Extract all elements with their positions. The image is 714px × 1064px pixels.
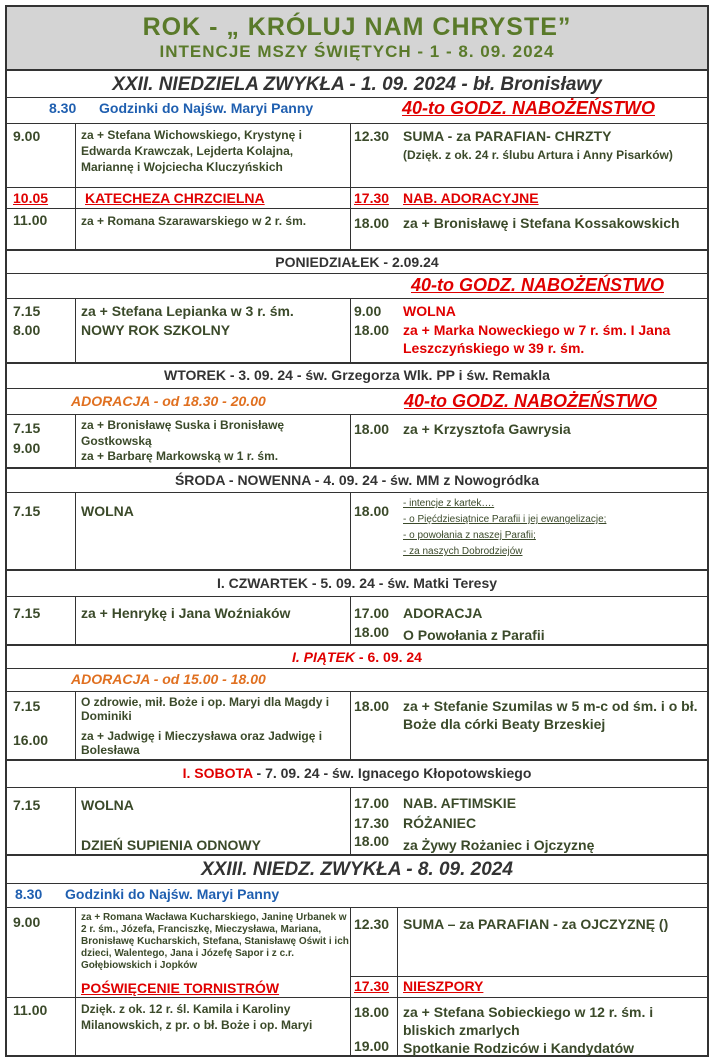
sunday1-intention-1230-note: (Dzięk. z ok. 24 r. ślubu Artura i Anny Pisarków) [403, 148, 673, 162]
sunday1-title: XXII. NIEDZIELA ZWYKŁA - 1. 09. 2024 - bł. Bronisławy [112, 74, 602, 95]
saturday-time-1800: 18.00 [354, 833, 390, 849]
sunday1-intention-1800: za + Bronisławę i Stefana Kossakowskich [403, 215, 680, 231]
sunday2-time-1230: 12.30 [354, 916, 390, 932]
sunday1-forty-hours: 40-to GODZ. NABOŻEŃSTWO [402, 98, 655, 118]
saturday-title-day: SOBOTA [194, 765, 253, 781]
thursday-time-1700: 17.00 [354, 605, 390, 621]
saturday-intention-1800: za Żywy Rożaniec i Ojczyznę [403, 837, 595, 853]
sunday1-time-1730: 17.30 [354, 190, 390, 206]
sunday1-intention-1100: za + Romana Szarawarskiego w 2 r. śm. [81, 214, 307, 228]
tuesday-time-1800: 18.00 [354, 421, 390, 437]
schedule-page [5, 5, 709, 1057]
sunday2-time-1100: 11.00 [13, 1002, 48, 1018]
saturday-time-1700: 17.00 [354, 795, 390, 811]
thursday-time-1800: 18.00 [354, 624, 390, 640]
wednesday-title: ŚRODA - NOWENNA - 4. 09. 24 - św. MM z Nowogródka [174, 472, 540, 488]
monday-time-1800: 18.00 [354, 322, 390, 338]
wednesday-time-1800: 18.00 [354, 503, 390, 519]
sunday2-intention-1800: za + Stefana Sobieckiego w 12 r. śm. i bliskich zmarlych [403, 1004, 654, 1038]
tuesday-forty-hours: 40-to GODZ. NABOŻEŃSTWO [404, 391, 657, 411]
sunday2-blessing: POŚWIĘCENIE TORNISTRÓW [81, 980, 280, 996]
tuesday-intention-715: za + Bronisławę Suska i Bronisławę Gostkowską [81, 418, 285, 448]
thursday-title: I. CZWARTEK - 5. 09. 24 - św. Matki Teresy [216, 575, 498, 591]
monday-forty-hours: 40-to GODZ. NABOŻEŃSTWO [411, 275, 664, 295]
tuesday-title: WTOREK - 3. 09. 24 - św. Grzegorza Wlk. PP i św. Remakla [164, 367, 550, 383]
friday-title-date: - 6. 09. 24 [355, 649, 422, 665]
monday-intention-715: za + Stefana Lepianka w 3 r. śm. [81, 303, 294, 319]
sunday2-time-900: 9.00 [13, 914, 41, 930]
friday-time-1600: 16.00 [13, 732, 49, 748]
monday-time-900: 9.00 [354, 303, 382, 319]
thursday-intention-715: za + Henrykę i Jana Woźniaków [81, 605, 291, 621]
sunday2-time-1800: 18.00 [354, 1004, 390, 1020]
sunday2-time-1900: 19.00 [354, 1038, 390, 1054]
friday-title [7, 647, 707, 667]
saturday-intention-1730: RÓŻANIEC [403, 815, 477, 831]
thursday-intention-1700: ADORACJA [403, 605, 483, 621]
tuesday-intention-900: za + Barbarę Markowską w 1 r. śm. [81, 449, 279, 463]
wednesday-note-4: - za naszych Dobrodziejów [403, 546, 523, 557]
monday-time-800: 8.00 [13, 322, 41, 338]
header-subtitle: INTENCJE MSZY ŚWIĘTYCH - 1 - 8. 09. 2024 [159, 42, 555, 61]
monday-intention-1800: za + Marka Noweckiego w 7 r. śm. I Jana Leszczyńskiego w 39 r. śm. [403, 322, 671, 356]
sunday2-intention-1100: Dzięk. z ok. 12 r. śl. Kamila i Karoliny Milanowskich, z pr. o bł. Boże i op. Maryi [81, 1002, 313, 1032]
tuesday-adoration: ADORACJA - od 18.30 - 20.00 [71, 393, 266, 409]
monday-title: PONIEDZIAŁEK - 2.09.24 [275, 254, 439, 270]
sunday1-time-900: 9.00 [13, 128, 41, 144]
sunday2-title: XXIII. NIEDZ. ZWYKŁA - 8. 09. 2024 [201, 859, 513, 880]
sunday1-intention-1730: NAB. ADORACYJNE [403, 190, 539, 206]
header-title: ROK - „ KRÓLUJ NAM CHRYSTE” [142, 13, 572, 41]
sunday1-intention-900: za + Stefana Wichowskiego, Krystynę i Edwarda Krawczak, Lejderta Kolajna, Mariannę i Wojciecha Kluczyńskich [81, 128, 302, 174]
friday-intention-715: O zdrowie, mił. Boże i op. Maryi dla Magdy i Dominiki [81, 695, 330, 723]
page-header [7, 7, 707, 71]
friday-time-1800: 18.00 [354, 698, 390, 714]
friday-adoration: ADORACJA - od 15.00 - 18.00 [71, 671, 266, 687]
monday-intention-800: NOWY ROK SZKOLNY [81, 322, 231, 338]
saturday-title-rest: - 7. 09. 24 - św. Ignacego Kłopotowskiego [252, 765, 532, 781]
sunday1-intention-1005: KATECHEZA CHRZCIELNA [85, 190, 265, 206]
saturday-title-prefix: I. [182, 765, 195, 781]
thursday-intention-1800: O Powołania z Parafii [403, 627, 545, 643]
saturday-intention-1700: NAB. AFTIMSKIE [403, 795, 517, 811]
wednesday-note-2: - o Pięćdziesiątnice Parafii i jej ewangelizacje; [403, 514, 607, 525]
sunday1-time-1230: 12.30 [354, 128, 390, 144]
friday-intention-1600: za + Jadwigę i Mieczysława oraz Jadwigę i Bolesława [81, 729, 323, 757]
sunday2-intention-1900: Spotkanie Rodziców i Kandydatów [403, 1040, 635, 1056]
sunday2-intention-900: za + Romana Wacława Kucharskiego, Janinę Urbanek w 2 r. śm., Józefa, Franciszkę, Mieczysława, Mariana, Bronisławę Kucharskich, Stefana, Stanisławę Oświt i ich dzieci, Walentego, Jana i Józefę Sapor i z c.r. Gołębiowskich i Jopków [81, 912, 349, 971]
wednesday-note-3: - o powołania z naszej Parafii; [403, 530, 536, 541]
monday-time-715: 7.15 [13, 303, 41, 319]
sunday1-godzinki-text: Godzinki do Najśw. Maryi Panny [99, 100, 314, 116]
sunday1-time-1005: 10.05 [13, 190, 49, 206]
saturday-intention-day: DZIEŃ SUPIENIA ODNOWY [81, 837, 261, 853]
friday-title-day: I. PIĄTEK [292, 649, 356, 665]
sunday1-intention-1230: SUMA - za PARAFIAN- CHRZTY [403, 128, 612, 144]
wednesday-note-1: - intencje z kartek…. [403, 498, 495, 509]
friday-intention-1800: za + Stefanie Szumilas w 5 m-c od śm. i o bł. Boże dla córki Beaty Brzeskiej [403, 698, 698, 732]
wednesday-intention-715: WOLNA [81, 503, 134, 519]
saturday-time-1730: 17.30 [354, 815, 390, 831]
saturday-title [7, 762, 707, 784]
saturday-time-715: 7.15 [13, 797, 41, 813]
sunday2-godzinki-time: 8.30 [15, 886, 43, 902]
sunday1-time-1100: 11.00 [13, 212, 48, 228]
sunday2-intention-1230: SUMA – za PARAFIAN - za OJCZYZNĘ () [403, 916, 669, 932]
sunday2-godzinki-text: Godzinki do Najśw. Maryi Panny [65, 886, 280, 902]
friday-time-715: 7.15 [13, 698, 41, 714]
wednesday-time-715: 7.15 [13, 503, 41, 519]
tuesday-intention-1800: za + Krzysztofa Gawrysia [403, 421, 571, 437]
sunday1-time-1800: 18.00 [354, 215, 390, 231]
sunday2-time-1730: 17.30 [354, 978, 390, 994]
monday-intention-900: WOLNA [403, 303, 456, 319]
sunday2-intention-1730: NIESZPORY [403, 978, 484, 994]
saturday-intention-715: WOLNA [81, 797, 134, 813]
tuesday-time-715: 7.15 [13, 420, 41, 436]
tuesday-time-900: 9.00 [13, 440, 41, 456]
thursday-time-715: 7.15 [13, 605, 41, 621]
sunday1-godzinki-time: 8.30 [49, 100, 77, 116]
